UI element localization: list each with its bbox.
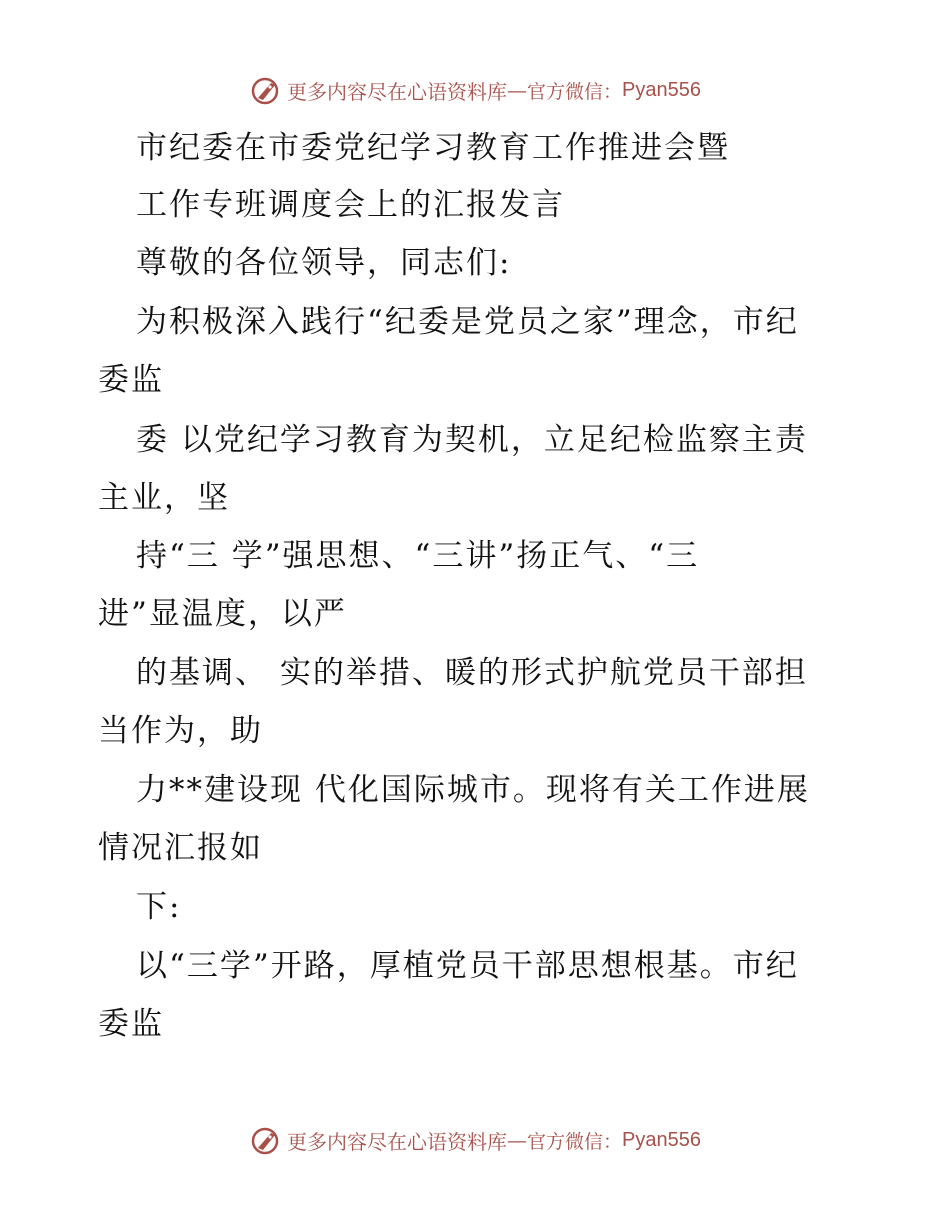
salutation: 尊敬的各位领导，同志们:	[136, 245, 512, 281]
watermark-dash: —	[507, 1128, 527, 1152]
watermark-wechat-label: 官方微信：	[527, 1130, 623, 1153]
paragraph-line: 主业，坚	[98, 480, 230, 516]
watermark-brand-text: 更多内容尽在心语资料库	[287, 79, 507, 104]
paragraph-line: 委监	[98, 1006, 164, 1042]
header-watermark	[0, 70, 950, 110]
paragraph-line: 持“三 学”强思想、“三讲”扬正气、“三	[136, 538, 700, 574]
paragraph-line: 情况汇报如	[98, 830, 263, 866]
watermark-wechat-label: 官方微信：	[527, 80, 623, 103]
paragraph-line: 为积极深入践行“纪委是党员之家”理念，市纪	[136, 304, 799, 340]
paragraph-line: 进”显温度，以严	[98, 596, 347, 632]
watermark-wechat-id: Pyan556	[622, 78, 701, 101]
watermark-brand-text: 更多内容尽在心语资料库	[287, 1129, 507, 1154]
pen-nib-circle-icon	[249, 1124, 281, 1156]
title-line-2: 工作专班调度会上的汇报发言	[136, 187, 565, 223]
watermark-dash: —	[507, 78, 527, 102]
title-line-1: 市纪委在市委党纪学习教育工作推进会暨	[136, 130, 730, 166]
paragraph-line: 委 以党纪学习教育为契机，立足纪检监察主责	[136, 422, 808, 458]
paragraph-line: 下:	[136, 889, 182, 925]
paragraph-line: 以“三学”开路，厚植党员干部思想根基。市纪	[136, 948, 799, 984]
paragraph-line: 的基调、 实的举措、暖的形式护航党员干部担	[136, 655, 808, 691]
pen-nib-circle-icon	[249, 74, 281, 106]
watermark-wechat-id: Pyan556	[622, 1128, 701, 1151]
paragraph-line: 当作为，助	[98, 713, 263, 749]
footer-watermark	[0, 1120, 950, 1160]
paragraph-line: 委监	[98, 362, 164, 398]
paragraph-line: 力**建设现 代化国际城市。现将有关工作进展	[136, 772, 810, 808]
